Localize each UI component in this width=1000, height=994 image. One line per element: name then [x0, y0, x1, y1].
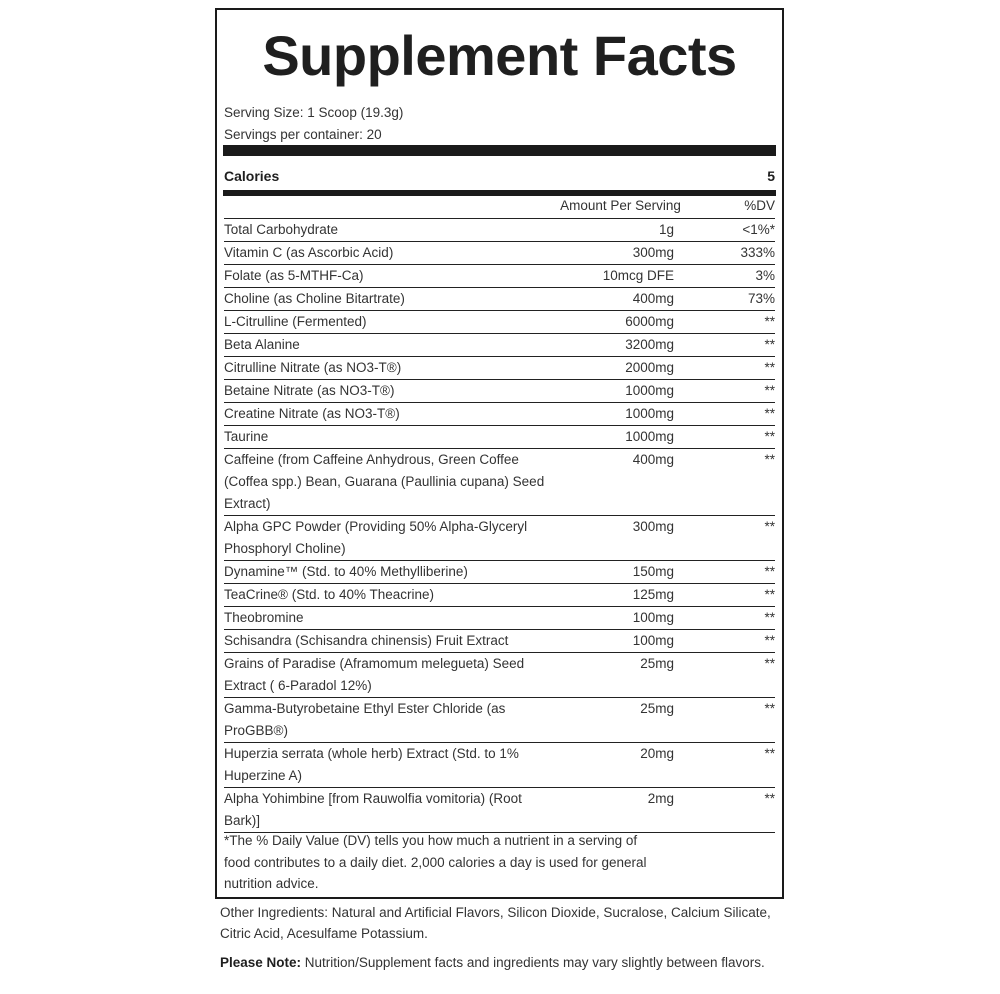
nutrient-dv: 73% [747, 291, 775, 306]
nutrient-row [224, 287, 775, 310]
dv-footnote: *The % Daily Value (DV) tells you how much a nutrient in a serving of food contributes to a daily diet. 2,000 calories a day is used for general nutrition advice. [224, 833, 647, 891]
amount-per-serving-header: Amount Per Serving [560, 198, 681, 213]
nutrient-dv: ** [764, 360, 775, 375]
nutrient-dv: ** [764, 610, 775, 625]
nutrient-amount: 150mg [632, 564, 674, 579]
nutrient-row [224, 218, 775, 241]
nutrient-row [224, 629, 775, 652]
nutrient-dv: 3% [755, 268, 775, 283]
nutrient-dv: ** [764, 746, 775, 761]
nutrient-name: Beta Alanine [224, 337, 300, 352]
calories-row [224, 168, 775, 188]
nutrient-dv: ** [764, 633, 775, 648]
nutrient-amount: 300mg [632, 519, 674, 534]
nutrient-dv: 333% [740, 245, 775, 260]
nutrient-dv: ** [764, 314, 775, 329]
nutrient-name: Choline (as Choline Bitartrate) [224, 291, 405, 306]
dv-header: %DV [744, 198, 775, 213]
nutrient-name: Total Carbohydrate [224, 222, 339, 237]
column-header-row [224, 198, 775, 218]
nutrient-name: Dynamine™ (Std. to 40% Methylliberine) [224, 564, 468, 579]
nutrient-name: Caffeine (from Caffeine Anhydrous, Green Coffee (Coffea spp.) Bean, Guarana (Paullinia cupana) Seed Extract) [224, 452, 545, 511]
nutrient-row [224, 697, 775, 742]
nutrient-name: Alpha GPC Powder (Providing 50% Alpha-Glyceryl Phosphoryl Choline) [224, 519, 528, 556]
nutrient-name: Betaine Nitrate (as NO3-T®) [224, 383, 395, 398]
nutrient-amount: 3200mg [625, 337, 674, 352]
nutrient-dv: ** [764, 429, 775, 444]
nutrient-amount: 25mg [640, 656, 674, 671]
nutrient-amount: 125mg [632, 587, 674, 602]
nutrient-amount: 1000mg [625, 429, 674, 444]
nutrient-name: Taurine [224, 429, 269, 444]
calories-value: 5 [767, 168, 775, 184]
nutrient-amount: 1000mg [625, 406, 674, 421]
nutrient-row [224, 515, 775, 560]
nutrient-amount: 25mg [640, 701, 674, 716]
serving-info [224, 102, 403, 146]
please-note [220, 952, 782, 973]
serving-size: Serving Size: 1 Scoop (19.3g) [224, 105, 404, 120]
nutrient-amount: 2000mg [625, 360, 674, 375]
nutrient-name: Theobromine [224, 610, 304, 625]
nutrient-name: Grains of Paradise (Aframomum melegueta) Seed Extract ( 6-Paradol 12%) [224, 656, 525, 693]
nutrient-dv: ** [764, 452, 775, 467]
servings-per-container: Servings per container: 20 [224, 127, 382, 142]
nutrient-row [224, 310, 775, 333]
nutrient-row [224, 264, 775, 287]
nutrient-name: Citrulline Nitrate (as NO3-T®) [224, 360, 402, 375]
nutrient-amount: 1g [658, 222, 674, 237]
nutrient-dv: ** [764, 519, 775, 534]
nutrient-row [224, 241, 775, 264]
nutrient-name: L-Citrulline (Fermented) [224, 314, 367, 329]
nutrient-name: Huperzia serrata (whole herb) Extract (Std. to 1% Huperzine A) [224, 746, 519, 783]
nutrient-row [224, 742, 775, 787]
nutrient-amount: 400mg [632, 452, 674, 467]
thick-divider-top [223, 145, 776, 156]
nutrient-name: TeaCrine® (Std. to 40% Theacrine) [224, 587, 435, 602]
supplement-facts-panel [215, 8, 784, 899]
nutrient-dv: ** [764, 406, 775, 421]
nutrient-dv: <1%* [742, 222, 775, 237]
nutrient-row [224, 652, 775, 697]
panel-title: Supplement Facts [262, 24, 737, 87]
nutrient-row [224, 583, 775, 606]
nutrient-dv: ** [764, 383, 775, 398]
please-note-text: Nutrition/Supplement facts and ingredients may vary slightly between flavors. [301, 955, 765, 970]
nutrient-amount: 6000mg [625, 314, 674, 329]
nutrient-dv: ** [764, 337, 775, 352]
nutrient-row [224, 356, 775, 379]
nutrient-amount: 300mg [632, 245, 674, 260]
nutrient-row [224, 333, 775, 356]
nutrient-row [224, 425, 775, 448]
nutrient-name: Alpha Yohimbine [from Rauwolfia vomitoria) (Root Bark)] [224, 791, 522, 828]
nutrient-row [224, 379, 775, 402]
nutrient-amount: 2mg [647, 791, 674, 806]
nutrient-table [224, 218, 775, 833]
nutrient-amount: 100mg [632, 633, 674, 648]
please-note-label: Please Note: [220, 955, 302, 970]
nutrient-amount: 1000mg [625, 383, 674, 398]
nutrient-row [224, 448, 775, 515]
nutrient-amount: 20mg [640, 746, 674, 761]
nutrient-row [224, 402, 775, 425]
nutrient-dv: ** [764, 656, 775, 671]
nutrient-dv: ** [764, 564, 775, 579]
nutrient-amount: 10mcg DFE [602, 268, 674, 283]
nutrient-dv: ** [764, 587, 775, 602]
nutrient-dv: ** [764, 701, 775, 716]
nutrient-name: Folate (as 5-MTHF-Ca) [224, 268, 364, 283]
nutrient-dv: ** [764, 791, 775, 806]
nutrient-row [224, 787, 775, 832]
nutrient-amount: 100mg [632, 610, 674, 625]
nutrient-row [224, 606, 775, 629]
other-ingredients: Other Ingredients: Natural and Artificial Flavors, Silicon Dioxide, Sucralose, Calcium Silicate, Citric Acid, Acesulfame Potassium. [220, 905, 771, 941]
nutrient-amount: 400mg [632, 291, 674, 306]
nutrient-row [224, 560, 775, 583]
nutrient-name: Gamma-Butyrobetaine Ethyl Ester Chloride (as ProGBB®) [224, 701, 506, 738]
nutrient-name: Creatine Nitrate (as NO3-T®) [224, 406, 400, 421]
thick-divider-calories [223, 190, 776, 196]
nutrient-name: Vitamin C (as Ascorbic Acid) [224, 245, 394, 260]
calories-label: Calories [224, 168, 280, 184]
nutrient-name: Schisandra (Schisandra chinensis) Fruit Extract [224, 633, 509, 648]
